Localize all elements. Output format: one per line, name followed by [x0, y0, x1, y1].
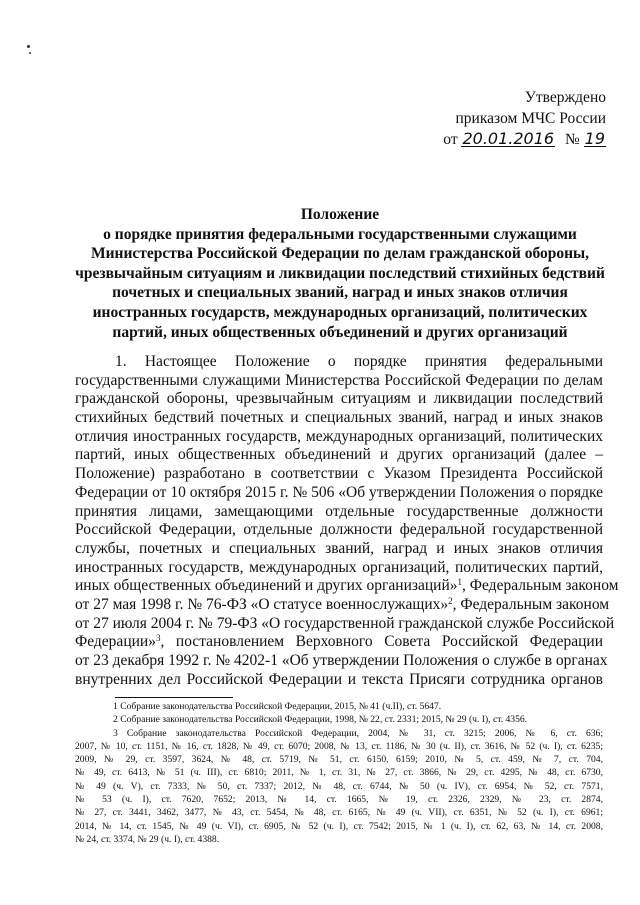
- title-line: о порядке принятия федеральными государственными служащими: [103, 225, 577, 243]
- body-text: , Федеральным законом: [462, 577, 619, 595]
- body-text: от 27 мая 1998 г. № 76-ФЗ «О статусе военнослужащих»: [75, 595, 449, 613]
- body-line: стихийных бедствий почетных и специальных званий, наград и иных знаков: [75, 409, 603, 427]
- approval-from-prefix: от: [443, 131, 458, 148]
- scan-speck: [29, 52, 31, 54]
- body-line: [75, 577, 619, 596]
- document-title: [60, 205, 620, 342]
- footnote-3-line: 2014, № 14, ст. 1545, № 49 (ч. VI), ст. 6905, № 52 (ч. I), ст. 7542; 2015, № 1 (ч. I), ст. 62, 63, № 14, ст. 2008,: [75, 820, 603, 832]
- footnote-ref: 3: [155, 633, 161, 644]
- footnote-separator: [115, 697, 233, 698]
- body-line: гражданской обороны, чрезвычайным ситуациям и ликвидации последствий: [75, 390, 603, 408]
- footnote-1: 1 Собрание законодательства Российской Федерации, 2015, № 41 (ч.II), ст. 5647.: [113, 701, 442, 712]
- footnote-2: 2 Собрание законодательства Российской Федерации, 1998, № 22, ст. 2331; 2015, № 29 (ч. I), ст. 4356.: [113, 714, 528, 726]
- title-line: партий, иных общественных объединений и других организаций: [112, 323, 568, 341]
- title-heading: Положение: [300, 206, 380, 223]
- footnote-3-line: № 24, ст. 3374, № 29 (ч. I), ст. 4388.: [75, 833, 220, 845]
- body-line: от 27 июля 2004 г. № 79-ФЗ «О государственной гражданской службе Российской: [75, 614, 615, 632]
- footnote-ref: 1: [457, 577, 463, 588]
- footnotes: [75, 700, 603, 846]
- body-text: , Федеральным законом: [452, 595, 610, 613]
- body-line: государственными служащими Министерства Российской Федерации по делам: [75, 371, 603, 389]
- approval-approved: Утверждено: [524, 89, 606, 106]
- handwritten-number: 19: [584, 129, 605, 148]
- approval-order: приказом МЧС России: [455, 110, 606, 127]
- body-line: партий, иных общественных объединений и других организаций (далее –: [75, 446, 603, 464]
- footnote-3-line: 2009, № 29, ст. 3597, 3624, № 48, ст. 5719, № 51, ст. 6150, 6159; 2010, № 5, ст. 459, № 7, ст. 704,: [75, 754, 603, 766]
- body-line: Российской Федерации, отдельные должности федеральной государственной: [75, 521, 603, 539]
- scan-speck: [27, 45, 30, 48]
- body-line: принятия лицами, замещающими отдельные государственные должности: [75, 502, 603, 520]
- body-line: Федерации от 10 октября 2015 г. № 506 «Об утверждении Положения о порядке: [75, 483, 603, 501]
- footnote-3-line: № 49 (ч. V), ст. 7333, № 50, ст. 7337; 2012, № 48, ст. 6744, № 50 (ч. IV), ст. 6954, № 52, ст. 7571,: [75, 780, 603, 792]
- title-line: иностранных государств, международных организаций, политических: [92, 303, 588, 321]
- footnote-3-line: 2007, № 10, ст. 1151, № 16, ст. 1828, № 49, ст. 6070; 2008, № 13, ст. 1186, № 30 (ч. II), ст. 3616, № 52 (ч. I), ст. 6235;: [75, 740, 603, 752]
- body-line: [75, 595, 610, 615]
- body-text: иных общественных объединений и других организаций»: [75, 577, 458, 595]
- footnote-ref: 2: [448, 595, 453, 606]
- body-text: , постановлением Верховного Совета Российской Федерации: [160, 633, 603, 651]
- footnote-3-line: № 27, ст. 3441, 3462, 3477, № 43, ст. 5454, № 48, ст. 6165, № 49 (ч. VII), ст. 6351, № 52 (ч. I), ст. 6961;: [75, 807, 603, 819]
- body-line: от 23 декабря 1992 г. № 4202-1 «Об утверждении Положения о службе в органах: [75, 652, 608, 669]
- footnote-3-line: № 49, ст. 6413, № 51 (ч. III), ст. 6810; 2011, № 1, ст. 31, № 27, ст. 3866, № 29, ст. 4295, № 48, ст. 6730,: [75, 767, 603, 779]
- title-line: почетных и специальных званий, наград и иных знаков отличия: [112, 284, 568, 302]
- approval-date-number: [366, 129, 606, 150]
- body-paragraph: [75, 353, 619, 689]
- approval-number-prefix: №: [564, 131, 580, 148]
- body-line: Положение) разработано в соответствии с Указом Президента Российской: [75, 465, 603, 483]
- footnote-3-line: № 53 (ч. I), ст. 7620, 7652; 2013, № 14, ст. 1665, № 19, ст. 2326, 2329, № 23, ст. 2874,: [75, 794, 603, 806]
- body-line: службы, почетных и специальных званий, наград и иных знаков отличия: [75, 539, 603, 557]
- title-line: Министерства Российской Федерации по делам гражданской обороны,: [90, 245, 590, 263]
- body-line: отличия иностранных государств, международных организаций, политических: [75, 427, 603, 445]
- footnote-3-line: 3 Собрание законодательства Российской Федерации, 2004, № 31, ст. 3215; 2006, № 6, ст. 636;: [113, 727, 603, 739]
- title-line: чрезвычайным ситуациям и ликвидации последствий стихийных бедствий: [75, 264, 605, 282]
- approval-stamp-block: [366, 87, 606, 150]
- body-line: 1. Настоящее Положение о порядке принятия федеральными: [115, 353, 603, 370]
- body-line: иностранных государств, международных организаций, политических партий,: [75, 558, 603, 576]
- handwritten-date: 20.01.2016: [462, 129, 555, 148]
- body-text: Федерации»: [75, 633, 156, 651]
- body-line: [75, 633, 603, 652]
- body-line: внутренних дел Российской Федерации и текста Присяги сотрудника органов: [75, 670, 603, 688]
